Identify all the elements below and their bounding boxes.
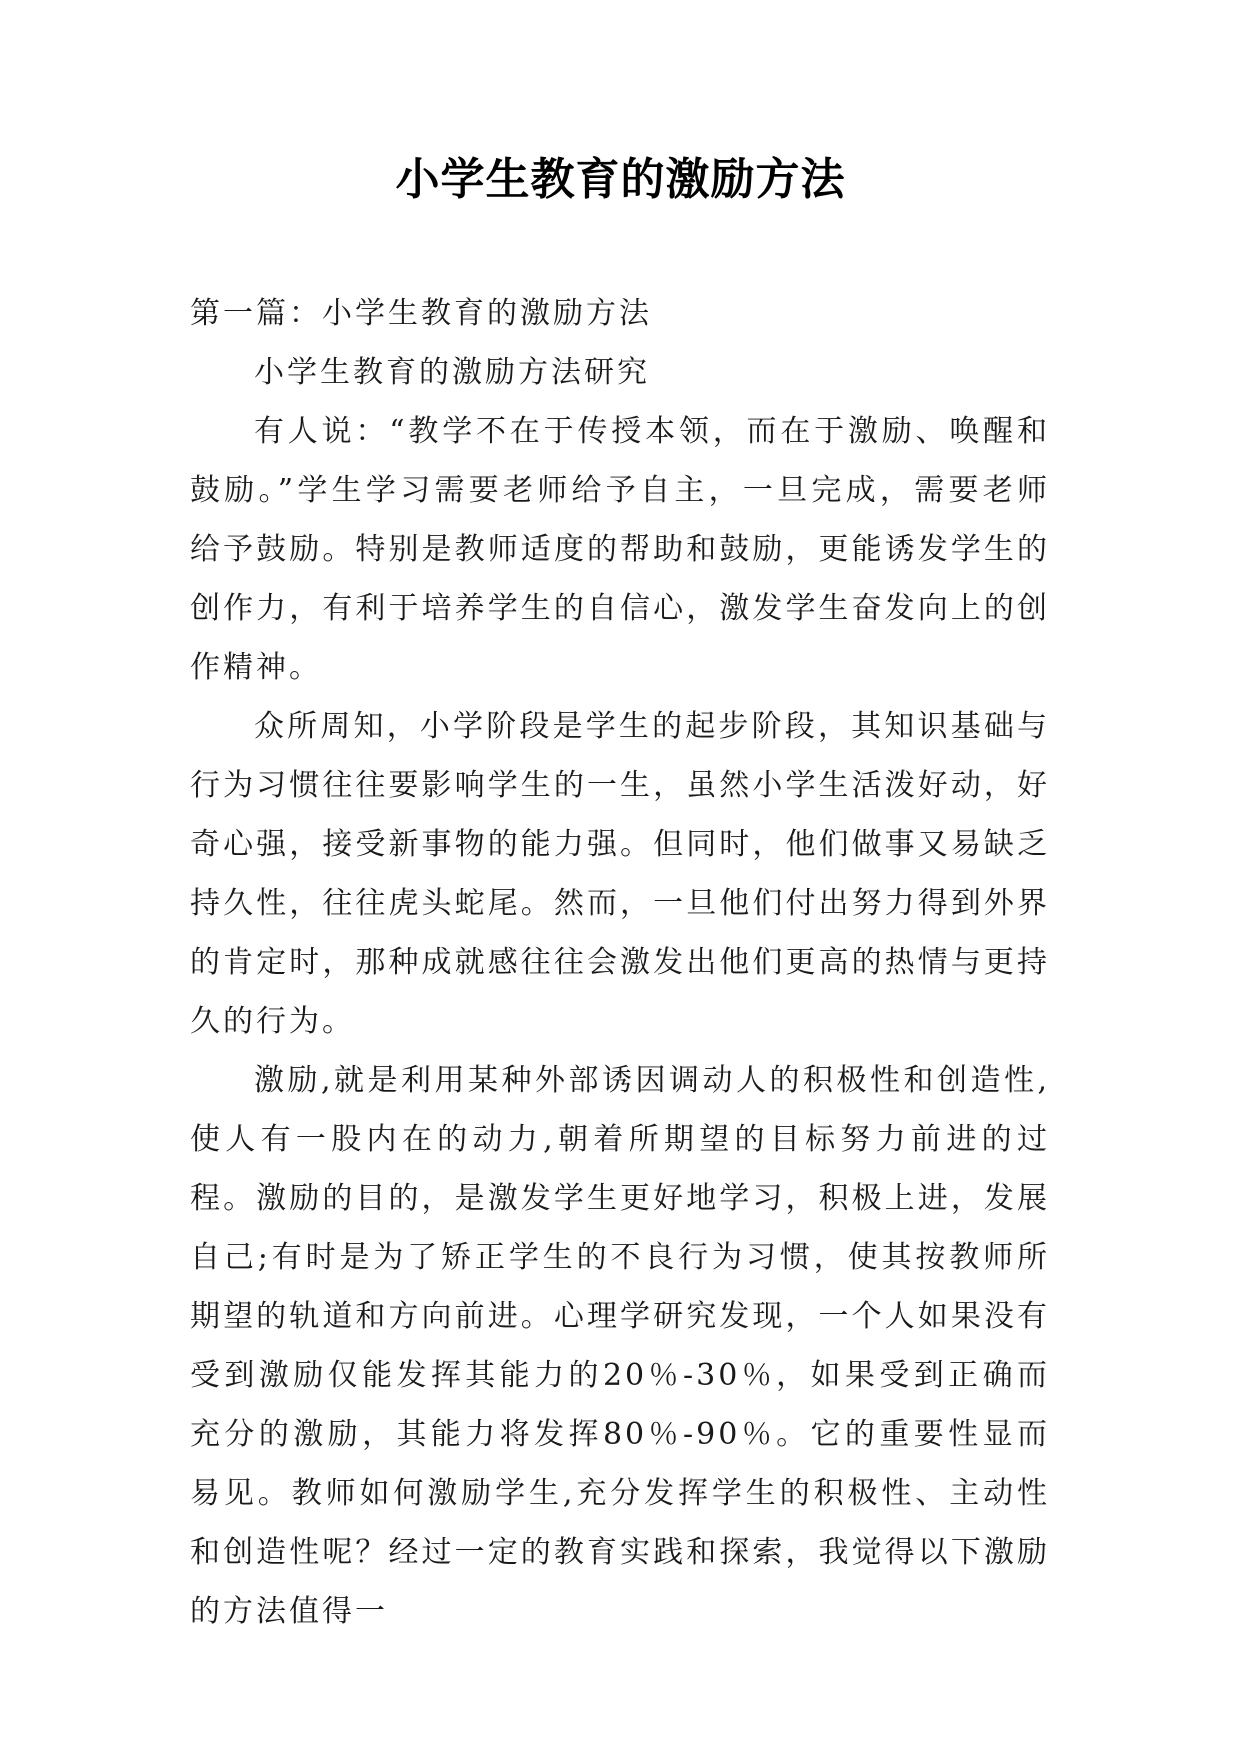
section-heading: 第一篇：小学生教育的激励方法 xyxy=(190,296,652,331)
paragraph-3: 激励,就是利用某种外部诱因调动人的积极性和创造性,使人有一股内在的动力,朝着所期望的目标努力前进的过程。激励的目的，是激发学生更好地学习，积极上进，发展自己;有时是为了矫正学生的不良行为习惯，使其按教师所期望的轨道和方向前进。心理学研究发现，一个人如果没有受到激励仅能发挥其能力的20％-30％，如果受到正确而充分的激励，其能力将发挥80％-90％。它的重要性显而易见。教师如何激励学生,充分发挥学生的积极性、主动性和创造性呢？经过一定的教育实践和探索，我觉得以下激励的方法值得一 xyxy=(190,1063,1050,1629)
paragraph-1: 有人说：“教学不在于传授本领，而在于激励、唤醒和鼓励。”学生学习需要老师给予自主，一旦完成，需要老师给予鼓励。特别是教师适度的帮助和鼓励，更能诱发学生的创作力，有利于培养学生的自信心，激发学生奋发向上的创作精神。 xyxy=(190,414,1050,685)
document-body xyxy=(190,284,1050,1641)
document-title: 小学生教育的激励方法 xyxy=(395,154,846,205)
paragraph-2: 众所周知，小学阶段是学生的起步阶段，其知识基础与行为习惯往往要影响学生的一生，虽然小学生活泼好动，好奇心强，接受新事物的能力强。但同时，他们做事又易缺乏持久性，往往虎头蛇尾。然而，一旦他们付出努力得到外界的肯定时，那种成就感往往会激发出他们更高的热情与更持久的行为。 xyxy=(190,709,1050,1039)
section-subtitle: 小学生教育的激励方法研究 xyxy=(254,355,650,390)
